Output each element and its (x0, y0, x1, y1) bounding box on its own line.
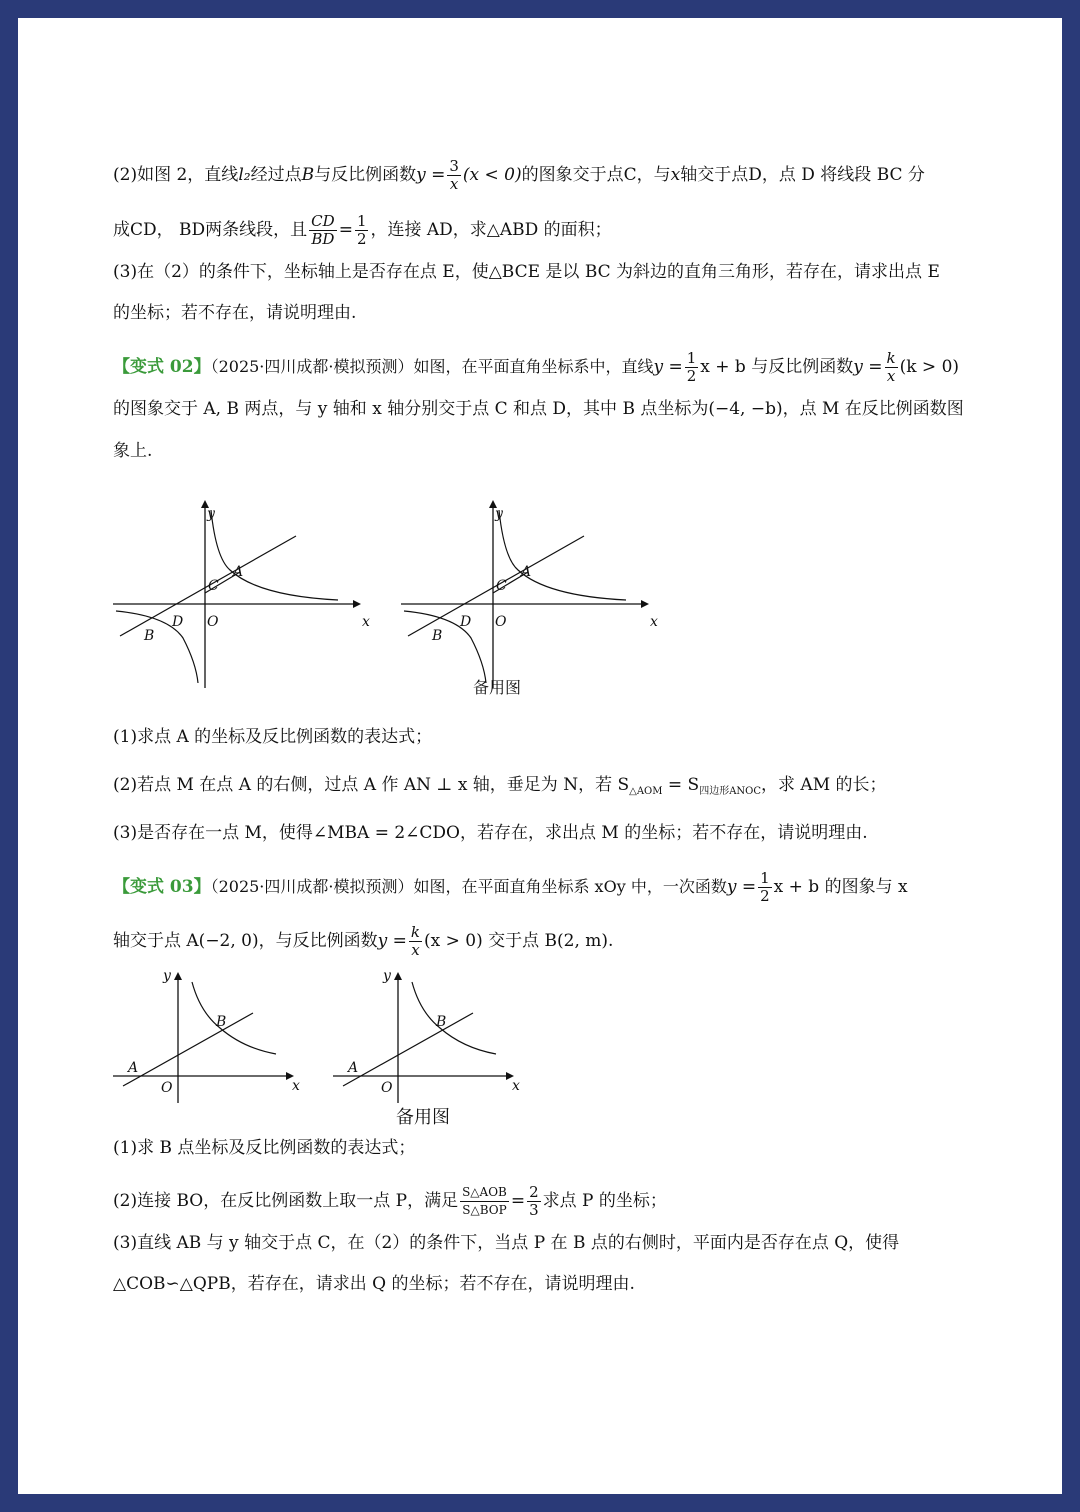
point-c-label: C (496, 578, 507, 594)
v03-figure-main (108, 968, 308, 1108)
origin-label: O (381, 1080, 393, 1096)
fraction-cd-over-bd: $\frac{CD}{BD}$ (311, 212, 335, 248)
v02-q2: (2)若点 M 在点 A 的右侧，过点 A 作 AN ⊥ x 轴，垂足为 N，若 $S_{\triangle AOM} = S_{四边形ANOC}$，求 AM 的长； (113, 775, 887, 797)
y-axis-label: y (207, 506, 215, 522)
fraction-half: $\frac{1}{2}$ (686, 349, 697, 385)
point-b-label: B (432, 628, 443, 644)
v02-line2: 的图象交于 A, B 两点，与 y 轴和 x 轴分别交于点 C 和点 D，其中 B 点坐标为(−4, −b)，点 M 在反比例函数图 (113, 399, 964, 419)
fraction-half: $\frac{1}{2}$ (760, 869, 770, 905)
v03-q3b: △COB∽△QPB，若存在，请求出 Q 的坐标；若不存在，请说明理由. (113, 1274, 635, 1294)
v02-figure-caption: 备用图 (473, 678, 522, 697)
v03-label: 【变式 03】 (113, 877, 211, 897)
x-axis-label: x (650, 614, 658, 630)
q2-part3-line: (3)在（2）的条件下，坐标轴上是否存在点 E，使△BCE 是以 BC 为斜边的直角三角形，若存在，请求出点 E (113, 262, 940, 282)
v02-header-line: 【变式 02】（2025·四川成都·模拟预测）如图，在平面直角坐标系中，直线y = $\frac{1}{2}$ x + b 与反比例函数y = $\frac{k}{x}$ (k > 0) (113, 349, 960, 385)
v02-label: 【变式 02】 (113, 357, 211, 377)
point-a-label: A (521, 564, 532, 580)
point-b-label: B (436, 1014, 447, 1030)
point-b-label: B (216, 1014, 227, 1030)
point-a-label: A (348, 1060, 359, 1076)
document-page (18, 18, 1062, 1494)
fraction-k-over-x: $\frac{k}{x}$ (886, 349, 896, 385)
v03-q3: (3)直线 AB 与 y 轴交于点 C，在（2）的条件下，当点 P 在 B 点的右侧时，平面内是否存在点 Q，使得 (113, 1233, 900, 1253)
q2-part2-line: (2)如图 2，直线l₂经过点B与反比例函数y = $\frac{3}{x}$ (x < 0)的图象交于点C，与x轴交于点D，点 D 将线段 BC 分 (113, 157, 925, 193)
v03-q1: (1)求 B 点坐标及反比例函数的表达式； (113, 1138, 416, 1158)
origin-label: O (161, 1080, 173, 1096)
fraction-one-half: $\frac{1}{2}$ (356, 212, 367, 248)
point-c-label: C (208, 578, 219, 594)
v02-q3: (3)是否存在一点 M，使得∠MBA = 2∠CDO，若存在，求出点 M 的坐标；若不存在，请说明理由. (113, 823, 868, 843)
y-axis-label: y (495, 506, 503, 522)
point-d-label: D (172, 614, 184, 630)
origin-label: O (495, 614, 507, 630)
x-axis-label: x (362, 614, 370, 630)
x-axis-label: x (512, 1078, 520, 1094)
y-axis-label: y (383, 968, 391, 984)
v03-line2: 轴交于点 A(−2, 0)，与反比例函数y = $\frac{k}{x}$ (x > 0) 交于点 B(2, m). (113, 923, 614, 959)
q2-part2b-line: 成CD， BD两条线段，且 $\frac{CD}{BD}$ = $\frac{1}{2}$ ，连接 AD，求△ABD 的面积； (113, 212, 612, 248)
origin-label: O (207, 614, 219, 630)
y-axis-label: y (163, 968, 171, 984)
point-a-label: A (233, 564, 244, 580)
v03-figure-backup (328, 968, 528, 1108)
v02-figure-backup (396, 488, 656, 698)
point-a-label: A (128, 1060, 139, 1076)
fraction-area-ratio: $\frac{\text{S△AOB}}{\text{S△BOP}}$ (462, 1185, 507, 1217)
point-b-label: B (144, 628, 155, 644)
q2-part3b-line: 的坐标；若不存在，请说明理由. (113, 303, 357, 323)
v03-header-line: 【变式 03】（2025·四川成都·模拟预测）如图，在平面直角坐标系 xOy 中，一次函数y = $\frac{1}{2}$ x + b 的图象与 x (113, 869, 908, 905)
point-d-label: D (460, 614, 472, 630)
fraction-k-over-x: $\frac{k}{x}$ (410, 923, 420, 959)
v03-q2: (2)连接 BO，在反比例函数上取一点 P，满足 $\frac{\text{S△AOB}}{\text{S△BOP}}$ = $\frac{2}{3}$ 求点 P 的坐标； (113, 1183, 667, 1219)
x-axis-label: x (292, 1078, 300, 1094)
fraction-two-thirds: $\frac{2}{3}$ (529, 1183, 539, 1219)
fraction-3-over-x: $\frac{3}{x}$ (449, 157, 459, 193)
v02-line3: 象上. (113, 441, 153, 461)
v02-q1: (1)求点 A 的坐标及反比例函数的表达式； (113, 727, 433, 747)
v02-figure-main (108, 488, 368, 698)
v03-figure-caption: 备用图 (396, 1107, 450, 1128)
